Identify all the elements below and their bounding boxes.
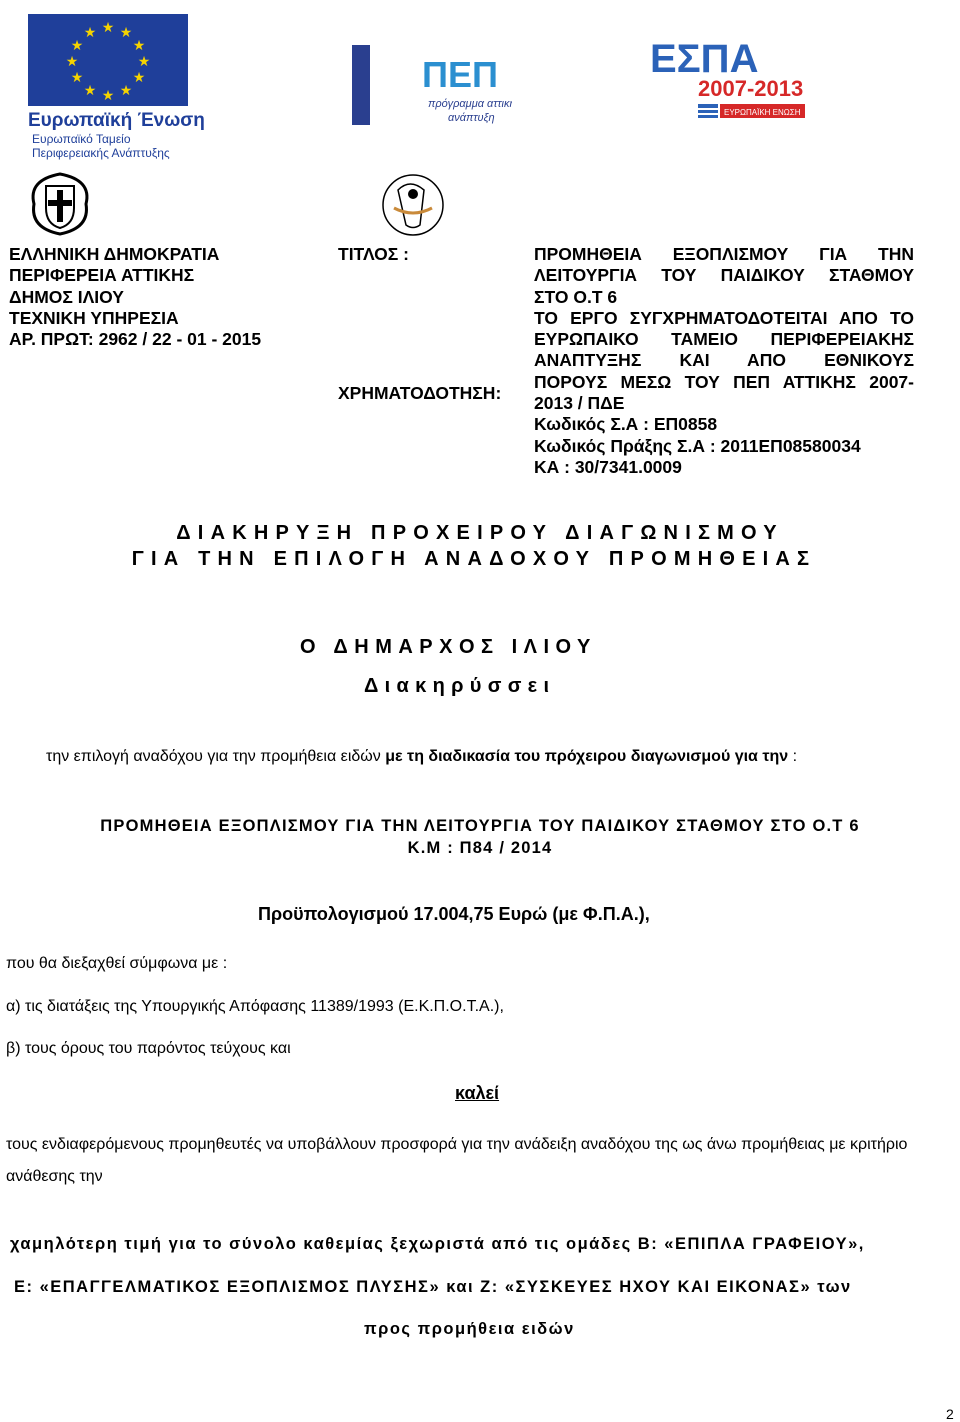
intro-plain: την επιλογή αναδόχου για την προμήθεια ειδών xyxy=(46,748,386,765)
pep-sub-2: ανάπτυξη xyxy=(448,112,495,124)
procurement-code: Κ.Μ : Π84 / 2014 xyxy=(407,839,553,857)
svg-text:★: ★ xyxy=(137,54,151,70)
funding-line: 2013 / ΠΔΕ xyxy=(534,393,625,414)
announcement-title-1: ΔΙΑΚΗΡΥΞΗ ΠΡΟΧΕΙΡΟΥ ΔΙΑΓΩΝΙΣΜΟΥ xyxy=(176,522,784,544)
intro-paragraph xyxy=(46,748,797,766)
project-details xyxy=(534,244,914,478)
eu-subtitle xyxy=(32,132,170,160)
calls-heading: καλεί xyxy=(455,1083,500,1103)
funding-line: ΠΟΡΟΥΣ ΜΕΣΩ ΤΟΥ ΠΕΠ ΑΤΤΙΚΗΣ 2007- xyxy=(534,371,914,392)
issuer-line: ΤΕΧΝΙΚΗ ΥΠΗΡΕΣΙΑ xyxy=(9,307,179,328)
svg-text:★: ★ xyxy=(132,70,146,86)
eu-title: Ευρωπαϊκή Ένωση xyxy=(28,110,205,131)
declares-heading: Διακηρύσσει xyxy=(364,675,556,697)
point-b: β) τους όρους του παρόντος τεύχους και xyxy=(6,1040,291,1057)
protocol-number: ΑΡ. ΠΡΩΤ: 2962 / 22 - 01 - 2015 xyxy=(9,329,262,350)
procurement-heading xyxy=(0,815,960,859)
svg-text:★: ★ xyxy=(132,38,146,54)
announcement-title-2: ΓΙΑ ΤΗΝ ΕΠΙΛΟΓΗ ΑΝΑΔΟΧΟΥ ΠΡΟΜΗΘΕΙΑΣ xyxy=(131,548,817,570)
according-line: που θα διεξαχθεί σύμφωνα με : xyxy=(6,955,228,972)
criterion-line: Ε: «ΕΠΑΓΓΕΛΜΑΤΙΚΟΣ ΕΞΟΠΛΙΣΜΟΣ ΠΛΥΣΗΣ» και Ζ: «ΣΥΣΚΕΥΕΣ ΗΧΟΥ ΚΑΙ ΕΙΚΟΝΑΣ» των xyxy=(14,1278,852,1296)
svg-text:★: ★ xyxy=(101,20,115,36)
page-number: 2 xyxy=(946,1406,954,1422)
issuer-line: ΔΗΜΟΣ ΙΛΙΟΥ xyxy=(9,286,124,307)
svg-text:★: ★ xyxy=(65,54,79,70)
pep-logo xyxy=(352,45,512,125)
title-line: ΛΕΙΤΟΥΡΓΙΑ ΤΟΥ ΠΑΙΔΙΚΟΥ ΣΤΑΘΜΟΥ xyxy=(534,265,914,286)
pep-name: ΠΕΠ xyxy=(422,54,499,95)
procurement-line: ΠΡΟΜΗΘΕΙΑ ΕΞΟΠΛΙΣΜΟΥ ΓΙΑ ΤΗΝ ΛΕΙΤΟΥΡΓΙΑ ΤΟΥ ΠΑΙΔΙΚΟΥ ΣΤΑΘΜΟΥ ΣΤΟ Ο.Τ 6 xyxy=(100,817,860,835)
eu-stars-icon xyxy=(28,14,188,106)
title-label: ΤΙΤΛΟΣ : xyxy=(338,244,409,264)
svg-text:★: ★ xyxy=(119,83,133,99)
svg-text:★: ★ xyxy=(70,38,84,54)
intro-bold: με τη διαδικασία του πρόχειρου διαγωνισμού για την xyxy=(385,748,789,765)
pep-sub-1: πρόγραμμα αττική xyxy=(428,98,512,110)
svg-text:★: ★ xyxy=(83,83,97,99)
funding-line: ΕΥΡΩΠΑΙΚΟ ΤΑΜΕΙΟ ΠΕΡΙΦΕΡΕΙΑΚΗΣ xyxy=(534,329,914,350)
criterion-line: προς προμήθεια ειδών xyxy=(364,1320,575,1338)
eu-sub-line: Ευρωπαϊκό Ταμείο xyxy=(32,132,131,146)
funding-line: ΑΝΑΠΤΥΞΗΣ ΚΑΙ ΑΠΟ ΕΘΝΙΚΟΥΣ xyxy=(534,350,914,371)
point-a: α) τις διατάξεις της Υπουργικής Απόφασης 11389/1993 (Ε.Κ.Π.Ο.Τ.Α.), xyxy=(6,998,504,1015)
invitation-paragraph: τους ενδιαφερόμενους προμηθευτές να υποβάλλουν προσφορά για την ανάδειξη αναδόχου της ως άνω προμήθειας με κριτήριο ανάθεσης την xyxy=(6,1136,908,1185)
espa-tagline: ΕΥΡΩΠΑΪΚΗ ΕΝΩΣΗ xyxy=(724,108,801,117)
title-line: ΠΡΟΜΗΘΕΙΑ ΕΞΟΠΛΙΣΜΟΥ ΓΙΑ ΤΗΝ xyxy=(534,244,914,264)
eu-flag-logo xyxy=(28,14,188,106)
funding-line: ΤΟ ΕΡΓΟ ΣΥΓΧΡΗΜΑΤΟΔΟΤΕΙΤΑΙ ΑΠΟ ΤΟ xyxy=(534,307,914,328)
espa-name: ΕΣΠΑ xyxy=(650,37,759,81)
svg-text:★: ★ xyxy=(83,25,97,41)
greek-coat-of-arms-icon xyxy=(24,170,96,238)
espa-logo xyxy=(640,34,810,124)
code-line: ΚΑ : 30/7341.0009 xyxy=(534,456,682,477)
budget-line: Προϋπολογισμού 17.004,75 Ευρώ (με Φ.Π.Α.), xyxy=(258,904,650,924)
mayor-heading: Ο ΔΗΜΑΡΧΟΣ ΙΛΙΟΥ xyxy=(300,636,597,658)
espa-years: 2007-2013 xyxy=(698,76,804,101)
code-line: Κωδικός Σ.Α : ΕΠ0858 xyxy=(534,414,718,435)
code-line: Κωδικός Πράξης Σ.Α : 2011ΕΠ08580034 xyxy=(534,435,861,456)
issuer-line: ΕΛΛΗΝΙΚΗ ΔΗΜΟΚΡΑΤΙΑ xyxy=(9,244,220,264)
issuer-block xyxy=(9,244,261,350)
intro-end: : xyxy=(788,748,798,765)
issuer-line: ΠΕΡΙΦΕΡΕΙΑ ΑΤΤΙΚΗΣ xyxy=(9,265,195,286)
eu-sub-line: Περιφερειακής Ανάπτυξης xyxy=(32,146,170,160)
funding-label: ΧΡΗΜΑΤΟΔΟΤΗΣΗ: xyxy=(338,383,502,403)
svg-text:★: ★ xyxy=(70,70,84,86)
criterion-line: χαμηλότερη τιμή για το σύνολο καθεμίας ξεχωριστά από τις ομάδες Β: «ΕΠΙΠΛΑ ΓΡΑΦΕΙΟΥ», xyxy=(10,1235,865,1253)
title-line: ΣΤΟ Ο.Τ 6 xyxy=(534,286,618,307)
municipality-seal-icon xyxy=(380,170,446,240)
svg-text:★: ★ xyxy=(101,88,115,104)
svg-text:★: ★ xyxy=(119,25,133,41)
